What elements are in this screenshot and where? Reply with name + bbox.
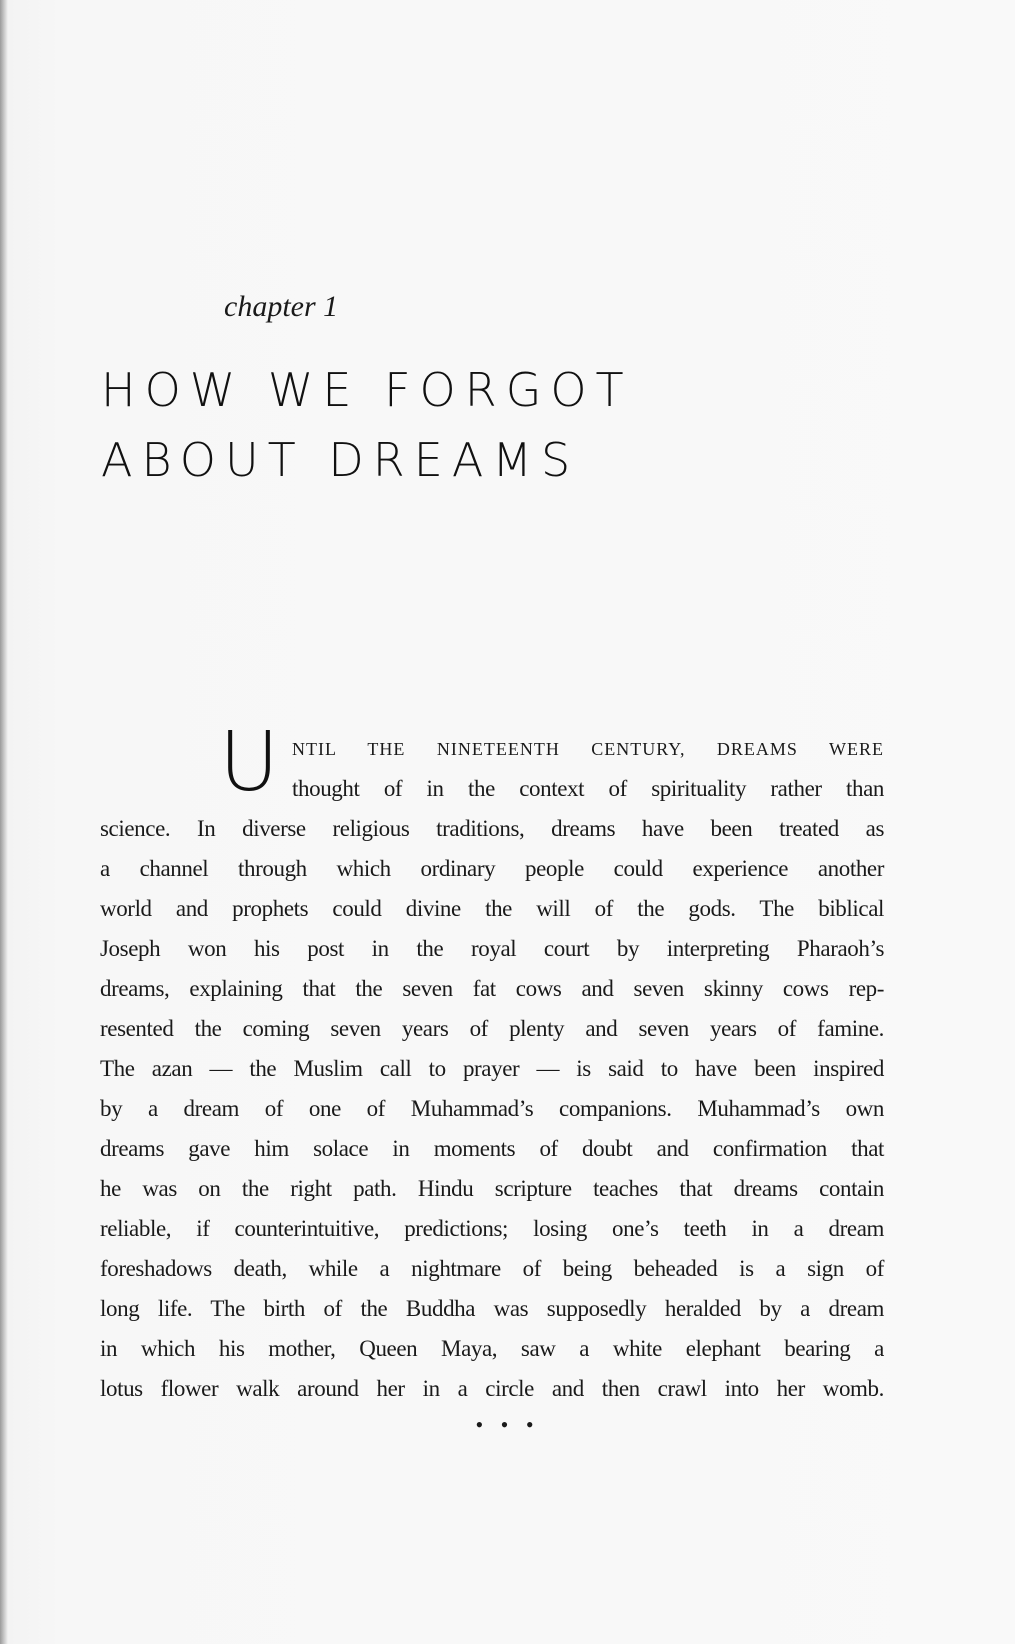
text-line: in which his mother, Queen Maya, saw a white elephant bearing a [100,1336,884,1361]
text-line: Joseph won his post in the royal court by interpreting Pharaoh’s [100,936,884,961]
text-line: foreshadows death, while a nightmare of being beheaded is a sign of [100,1256,884,1281]
chapter-label: chapter 1 [224,290,339,323]
body-paragraph [100,729,884,1409]
text-line: long life. The birth of the Buddha was supposedly heralded by a dream [100,1296,884,1321]
text-line: he was on the right path. Hindu scripture teaches that dreams contain [100,1176,884,1201]
text-line: world and prophets could divine the will of the gods. The biblical [100,896,884,921]
text-line: thought of in the context of spirituality rather than [292,776,884,801]
chapter-title-line-1: HOW WE FORGOT [101,363,633,417]
chapter-title-line-2: ABOUT DREAMS [101,433,580,487]
text-line: resented the coming seven years of plenty and seven years of famine. [100,1016,884,1041]
text-line: reliable, if counterintuitive, predictions; losing one’s teeth in a dream [100,1216,884,1241]
text-line: lotus flower walk around her in a circle and then crawl into her womb. [100,1376,884,1401]
text-line: dreams, explaining that the seven fat cows and seven skinny cows rep- [100,976,884,1001]
text-line: a channel through which ordinary people could experience another [100,856,884,881]
text-line: NTIL THE NINETEENTH CENTURY, DREAMS WERE [292,739,884,759]
drop-cap: U [219,715,280,810]
text-line: science. In diverse religious traditions, dreams have been treated as [100,816,884,841]
text-line: by a dream of one of Muhammad’s companions. Muhammad’s own [100,1096,884,1121]
text-line: The azan — the Muslim call to prayer — is said to have been inspired [100,1056,884,1081]
section-break-ornament: • • • [475,1412,540,1437]
text-line: dreams gave him solace in moments of doubt and confirmation that [100,1136,884,1161]
